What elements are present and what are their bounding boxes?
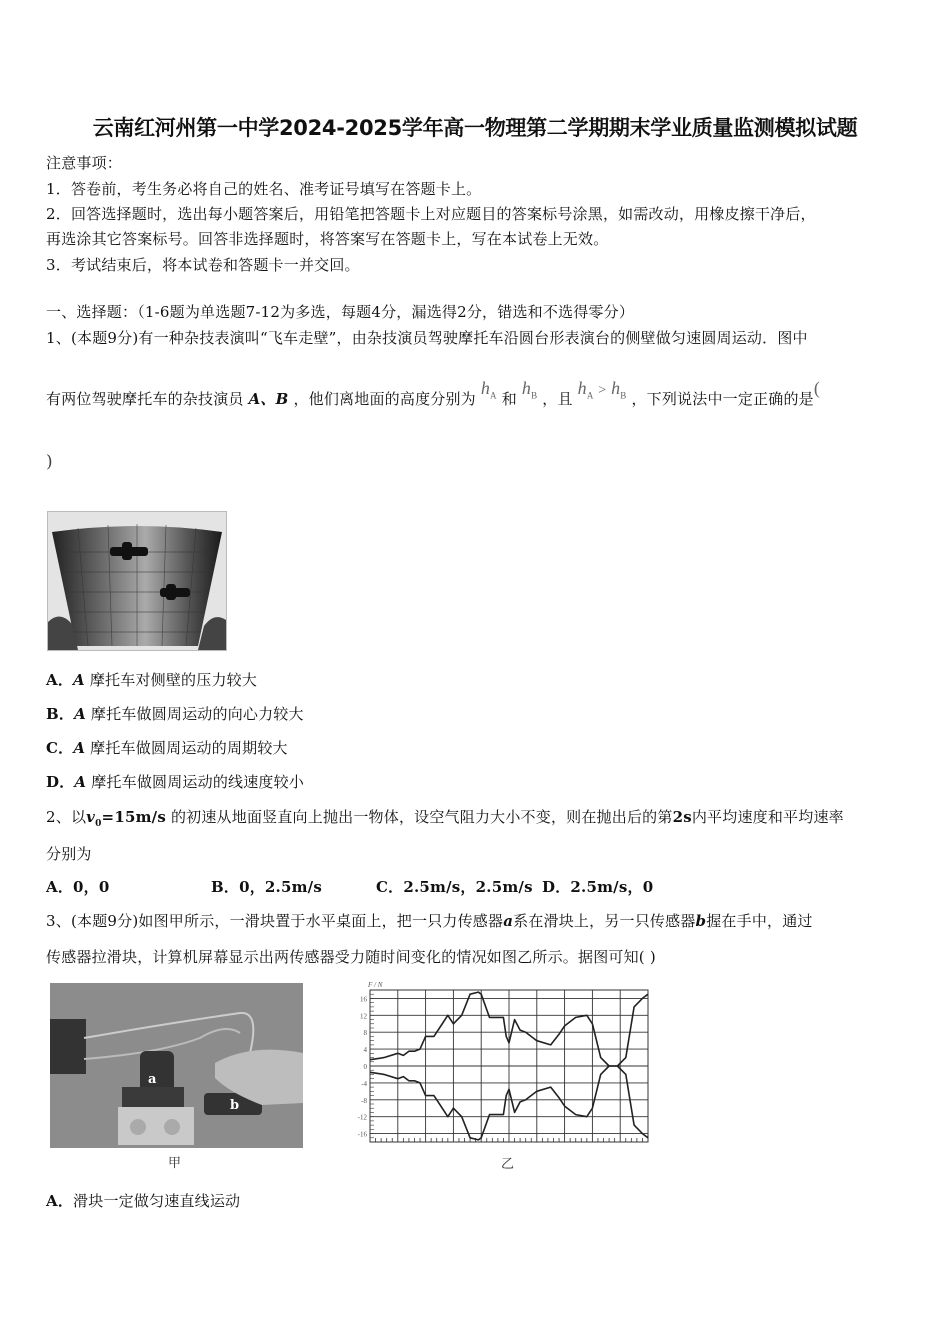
stunt-cylinder-illustration [48,512,226,650]
q1-text-a: 有两位驾驶摩托车的杂技演员 [46,390,244,408]
q2-option-d[interactable]: D．2.5m/s，0 [542,878,654,896]
q2-option-a[interactable]: A．0，0 [46,878,110,896]
q1-option-d[interactable]: D．A 摩托车做圆周运动的线速度较小 [46,773,305,791]
hB-symbol: $h_B$ [521,378,538,401]
force-time-chart [348,978,653,1148]
q1-text-c: ，且 [542,390,573,408]
q1-close-paren: ) [46,452,53,472]
force-time-plot [348,978,653,1148]
svg-text:a: a [148,1072,157,1087]
svg-text:-8: -8 [361,1096,367,1105]
q2-line1: 2、以$v_0=15m/s$ 的初速从地面竖直向上抛出一物体，设空气阻力大小不变，则在抛出后的第2s内平均速度和平均速率 [46,808,844,829]
svg-text:b: b [230,1098,240,1113]
sensor-setup-illustration [50,983,303,1148]
hA-symbol: $h_A$ [480,378,497,401]
notice-item-1: 1．答卷前，考生务必将自己的姓名、准考证号填写在答题卡上。 [46,180,482,198]
svg-text:-4: -4 [361,1079,367,1088]
svg-text:-16: -16 [357,1130,367,1139]
q3-line2: 传感器拉滑块，计算机屏幕显示出两传感器受力随时间变化的情况如图乙所示。据图可知( ) [46,948,656,966]
hA-gt-hB: $h_A > h_B$ [577,378,627,401]
q1-option-c[interactable]: C．A 摩托车做圆周运动的周期较大 [46,739,288,757]
fig-yi-caption: 乙 [501,1157,515,1172]
svg-text:8: 8 [363,1029,367,1038]
q1-text-b: ，他们离地面的高度分别为 [293,390,476,408]
q3-option-a[interactable]: A．滑块一定做匀速直线运动 [46,1192,241,1210]
q1-line2 [46,378,821,411]
notice-heading: 注意事项： [46,154,123,172]
q1-option-a[interactable]: A．A 摩托车对侧壁的压力较大 [46,671,258,689]
q3-photo-jia [50,983,303,1148]
svg-text:16: 16 [360,995,367,1004]
document-title: 云南红河州第一中学2024-2025学年高一物理第二学期期末学业质量监测模拟试题 [92,116,858,140]
q1-text-d: ，下列说法中一定正确的是 [631,390,814,408]
notice-item-3: 3．考试结束后，将本试卷和答题卡一并交回。 [46,256,360,274]
q1-ab: A、B [248,390,289,408]
q2-option-c[interactable]: C．2.5m/s，2.5m/s [376,878,533,896]
q1-line1: 1、(本题9分)有一种杂技表演叫“飞车走壁”，由杂技演员驾驶摩托车沿圆台形表演台的侧壁做匀速圆周运动．图中 [46,329,808,347]
svg-text:4: 4 [363,1046,367,1055]
q1-option-b[interactable]: B．A 摩托车做圆周运动的向心力较大 [46,705,304,723]
svg-text:0: 0 [363,1063,367,1071]
notice-item-2: 2．回答选择题时，选出每小题答案后，用铅笔把答题卡上对应题目的答案标号涂黑，如需改动，用橡皮擦干净后， [46,205,816,223]
fig-jia-caption: 甲 [168,1156,182,1171]
q2-line2: 分别为 [46,845,92,863]
notice-item-2-cont: 再选涂其它答案标号。回答非选择题时，将答案写在答题卡上，写在本试卷上无效。 [46,230,609,248]
open-paren: ( [813,378,821,398]
svg-text:12: 12 [360,1012,367,1021]
q1-photo [47,511,227,651]
q1-and: 和 [501,390,517,408]
q2-option-b[interactable]: B．0，2.5m/s [211,878,323,896]
svg-text:F / N: F / N [368,981,383,989]
section-heading: 一、选择题：（1-6题为单选题7-12为多选，每题4分，漏选得2分，错选和不选得零分） [46,303,635,321]
q3-line1: 3、(本题9分)如图甲所示，一滑块置于水平桌面上，把一只力传感器a系在滑块上，另一只传感器b握在手中，通过 [46,912,813,930]
svg-text:-12: -12 [357,1113,367,1122]
